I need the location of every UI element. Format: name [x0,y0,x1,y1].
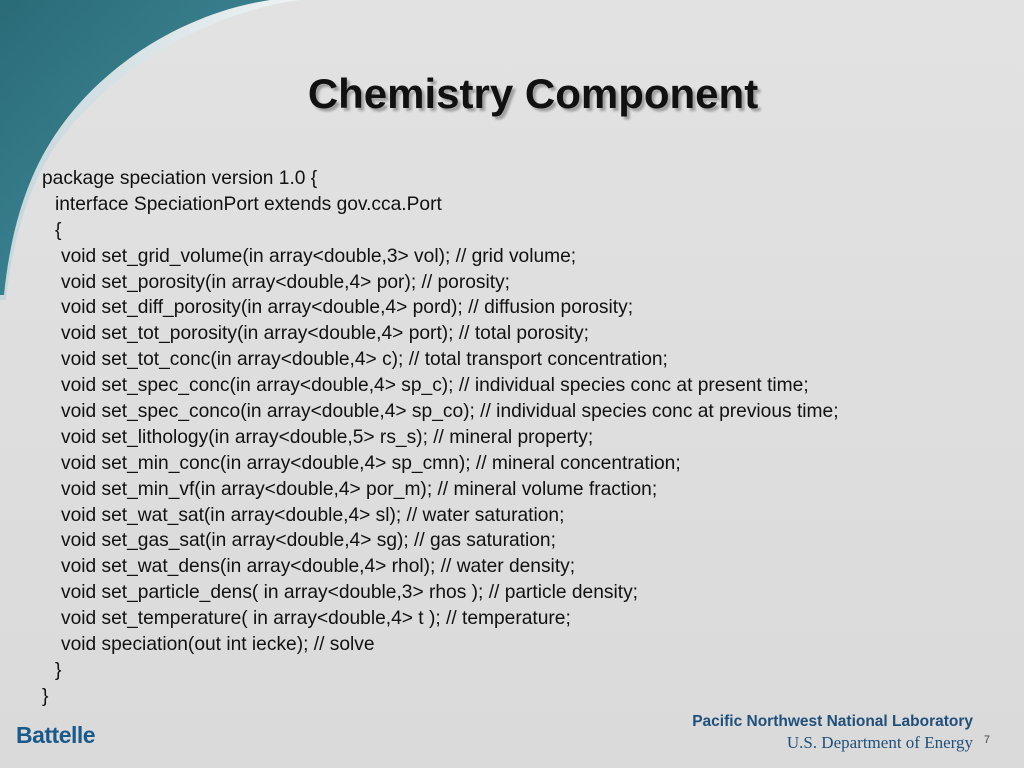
page-number: 7 [983,734,990,746]
slide-title: Chemistry Component [307,70,759,117]
code-line: void set_spec_conc(in array<double,4> sp_c); // individual species conc at present time; [61,375,809,397]
code-line: void set_min_conc(in array<double,4> sp_cmn); // mineral concentration; [61,452,681,474]
code-line: } [42,685,49,707]
code-line: void set_min_vf(in array<double,4> por_m); // mineral volume fraction; [61,478,658,500]
code-line: void set_particle_dens( in array<double,3> rhos ); // particle density; [61,582,639,604]
code-line: { [55,219,62,241]
code-line: void set_grid_volume(in array<double,3> vol); // grid volume; [61,245,577,267]
code-line: void set_porosity(in array<double,4> por); // porosity; [61,271,511,293]
code-line: void set_diff_porosity(in array<double,4> pord); // diffusion porosity; [61,297,634,319]
code-line: package speciation version 1.0 { [42,168,318,189]
code-listing [42,166,839,710]
code-line: void set_spec_conco(in array<double,4> sp_co); // individual species conc at previous time; [61,401,839,423]
code-line: void speciation(out int iecke); // solve [61,634,375,656]
code-line: void set_tot_conc(in array<double,4> c); // total transport concentration; [61,349,668,371]
code-line: void set_gas_sat(in array<double,4> sg); // gas saturation; [61,530,556,552]
pnnl-logo [692,712,973,754]
lab-name: Pacific Northwest National Laboratory [692,713,973,730]
battelle-logo: Battelle [16,722,96,748]
code-line: } [55,659,62,681]
code-line: void set_temperature( in array<double,4> t ); // temperature; [61,608,571,630]
department-name: U.S. Department of Energy [786,733,973,752]
code-line: interface SpeciationPort extends gov.cca.Port [55,193,442,215]
code-line: void set_lithology(in array<double,5> rs_s); // mineral property; [61,426,594,448]
code-line: void set_wat_sat(in array<double,4> sl); // water saturation; [61,504,565,526]
code-line: void set_tot_porosity(in array<double,4> port); // total porosity; [61,323,589,345]
code-line: void set_wat_dens(in array<double,4> rhol); // water density; [61,556,576,578]
